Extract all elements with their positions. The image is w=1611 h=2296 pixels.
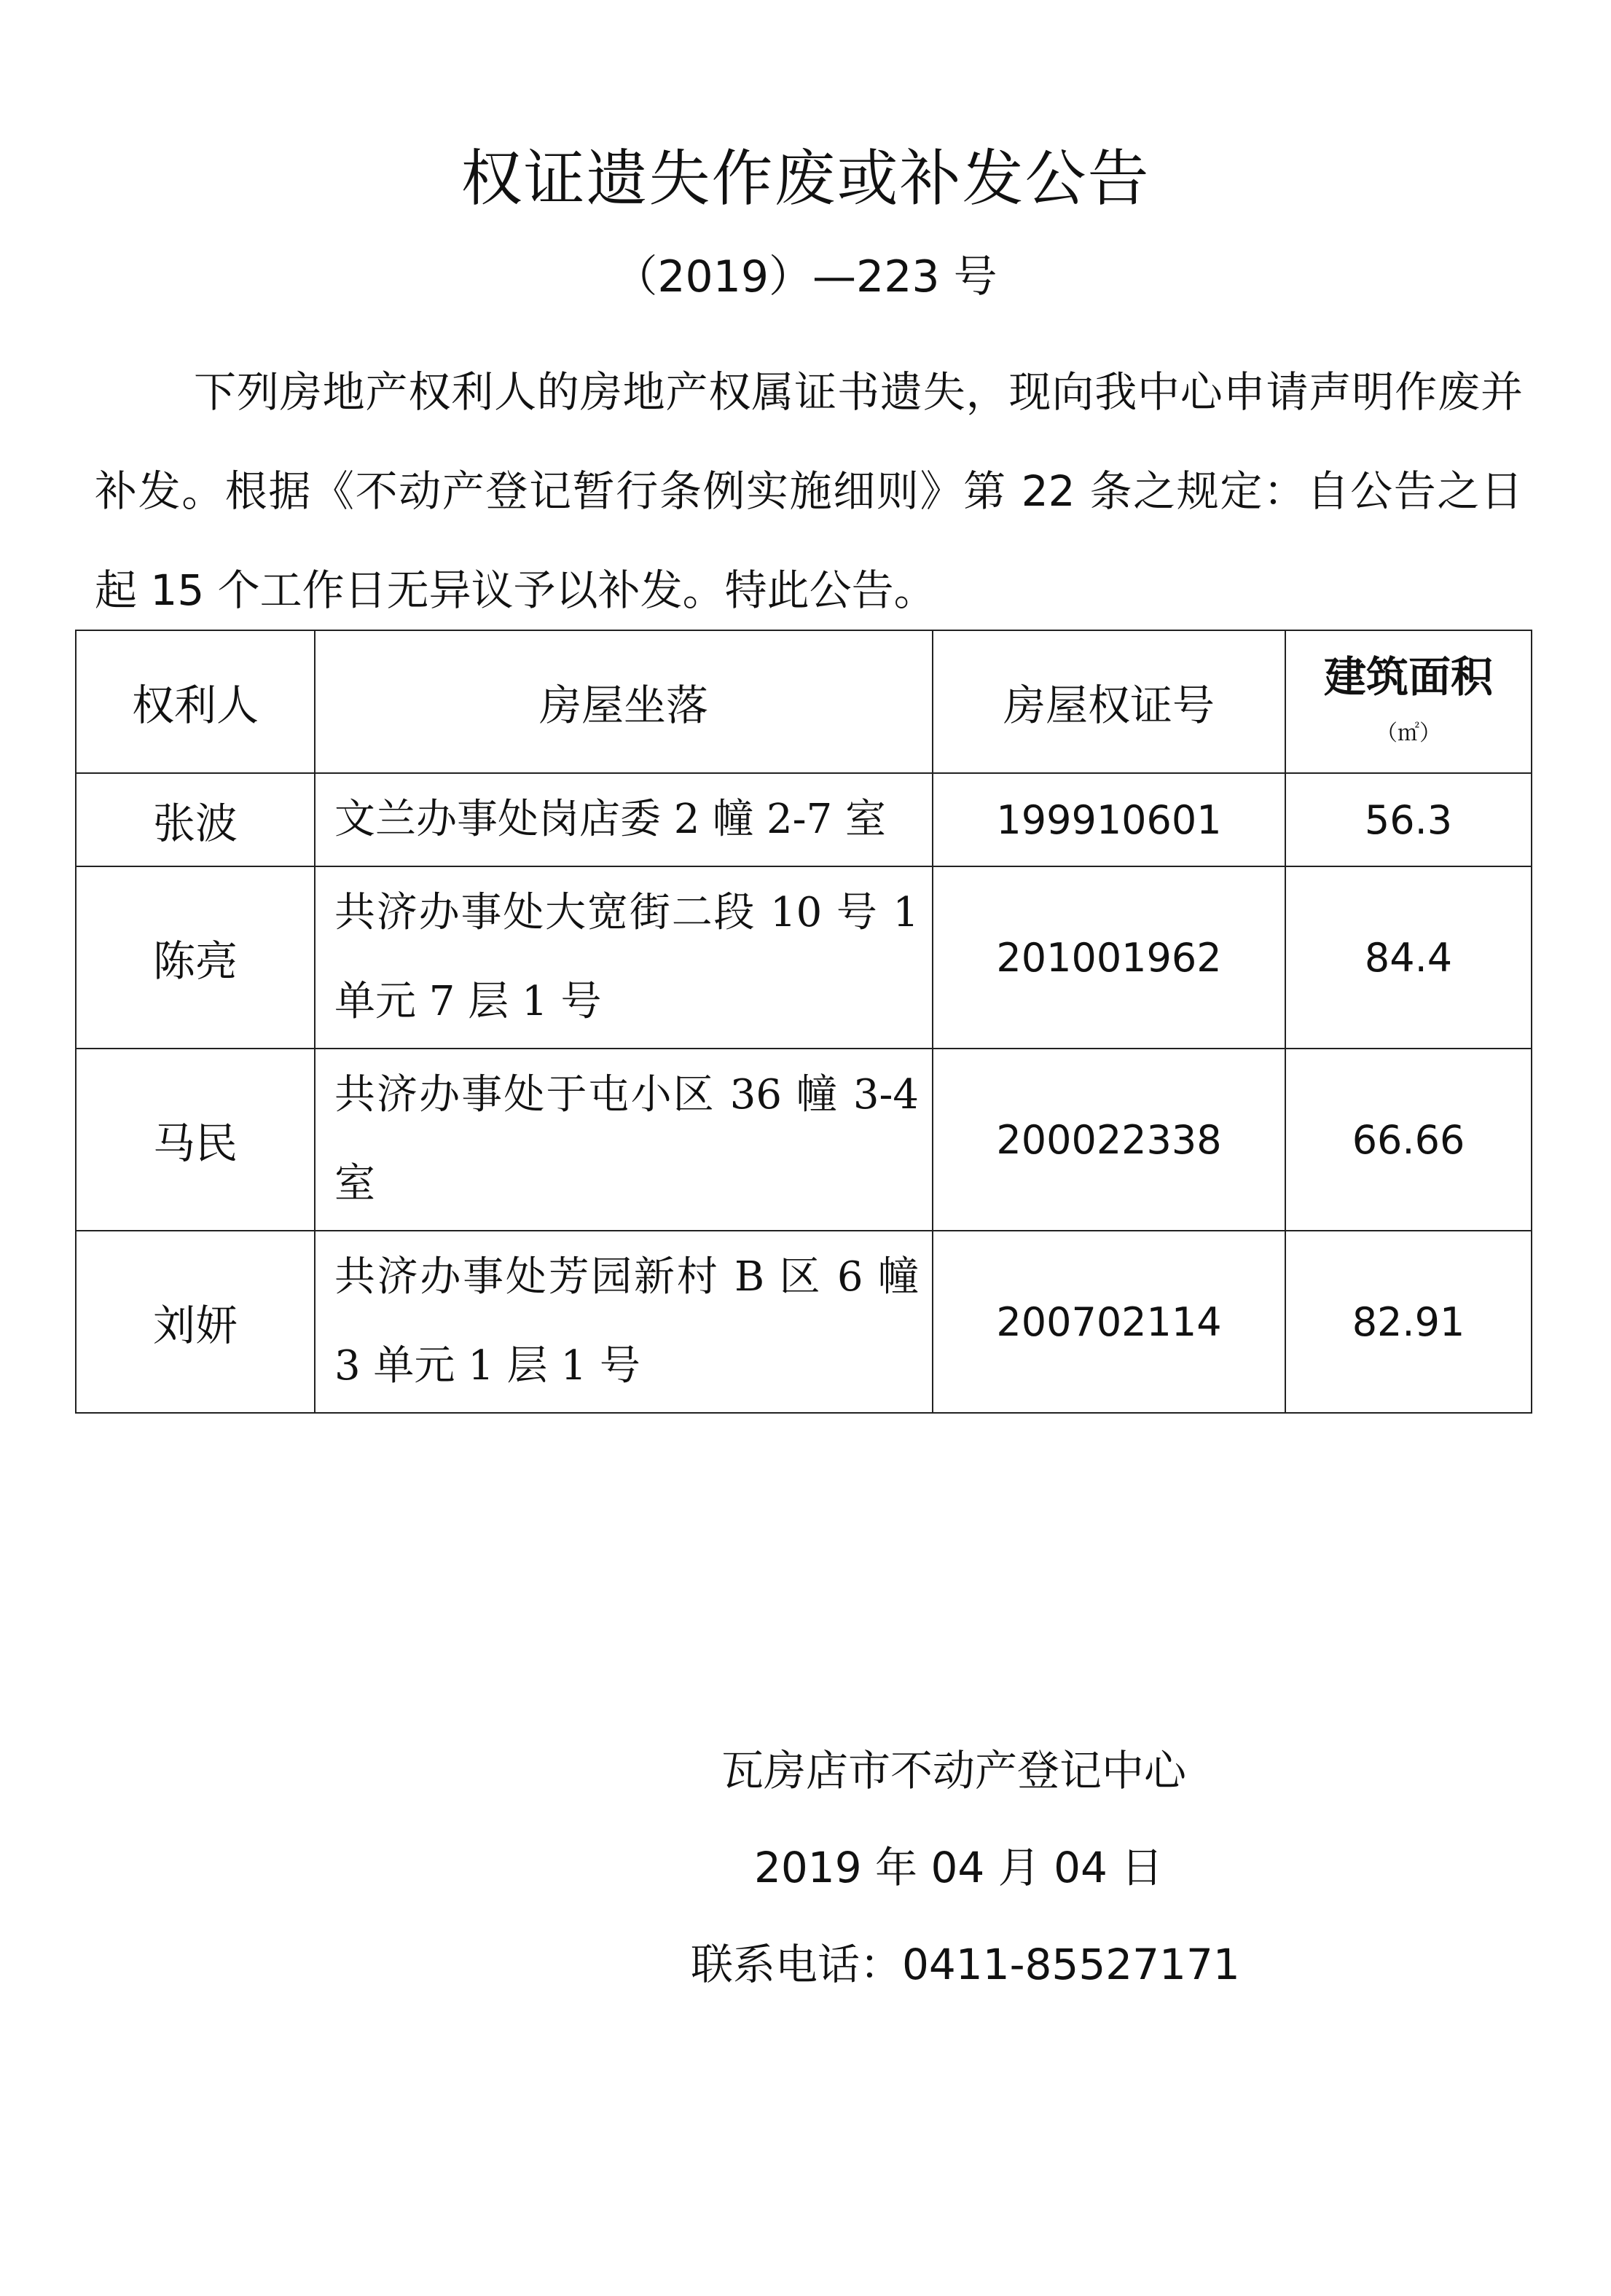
lost-certificate-table <box>75 630 1532 1414</box>
area-cell: 84.4 <box>1285 866 1532 1049</box>
issuing-organization: 瓦房店市不动产登记中心 <box>721 1746 1187 1795</box>
table-row <box>76 866 1532 1049</box>
certificate-cell: 199910601 <box>933 773 1285 866</box>
table-header-row <box>76 630 1532 773</box>
certificate-cell: 200702114 <box>933 1231 1285 1413</box>
table-row <box>76 1049 1532 1231</box>
header-owner: 权利人 <box>76 630 315 773</box>
header-area <box>1285 630 1532 773</box>
table-row <box>76 773 1532 866</box>
certificate-cell: 200022338 <box>933 1049 1285 1231</box>
contact-phone: 联系电话：0411-85527171 <box>691 1940 1240 1989</box>
owner-cell: 张波 <box>76 773 315 866</box>
header-area-unit: （㎡） <box>1376 721 1441 746</box>
issue-date: 2019 年 04 月 04 日 <box>754 1843 1164 1892</box>
owner-cell: 陈亮 <box>76 866 315 1049</box>
certificate-cell: 201001962 <box>933 866 1285 1049</box>
owner-cell: 马民 <box>76 1049 315 1231</box>
notice-body: 下列房地产权利人的房地产权属证书遗失，现向我中心申请声明作废并补发。根据《不动产登记暂行条例实施细则》第 22 条之规定：自公告之日起 15 个工作日无异议予以补发。特此公告。 <box>95 367 1523 615</box>
address-cell: 共济办事处大宽街二段 10 号 1 单元 7 层 1 号 <box>315 866 933 1049</box>
area-cell: 56.3 <box>1285 773 1532 866</box>
notice-title: 权证遗失作废或补发公告 <box>460 143 1151 214</box>
table-row <box>76 1231 1532 1413</box>
header-certificate: 房屋权证号 <box>933 630 1285 773</box>
address-cell: 共济办事处芳园新村 B 区 6 幢 3 单元 1 层 1 号 <box>315 1231 933 1413</box>
address-cell: 共济办事处于屯小区 36 幢 3-4 室 <box>315 1049 933 1231</box>
header-area-label: 建筑面积 <box>1323 652 1493 702</box>
area-cell: 66.66 <box>1285 1049 1532 1231</box>
header-address: 房屋坐落 <box>315 630 933 773</box>
owner-cell: 刘妍 <box>76 1231 315 1413</box>
area-cell: 82.91 <box>1285 1231 1532 1413</box>
address-cell: 文兰办事处岗店委 2 幢 2-7 室 <box>315 773 933 866</box>
notice-number: （2019）—223 号 <box>614 251 997 302</box>
